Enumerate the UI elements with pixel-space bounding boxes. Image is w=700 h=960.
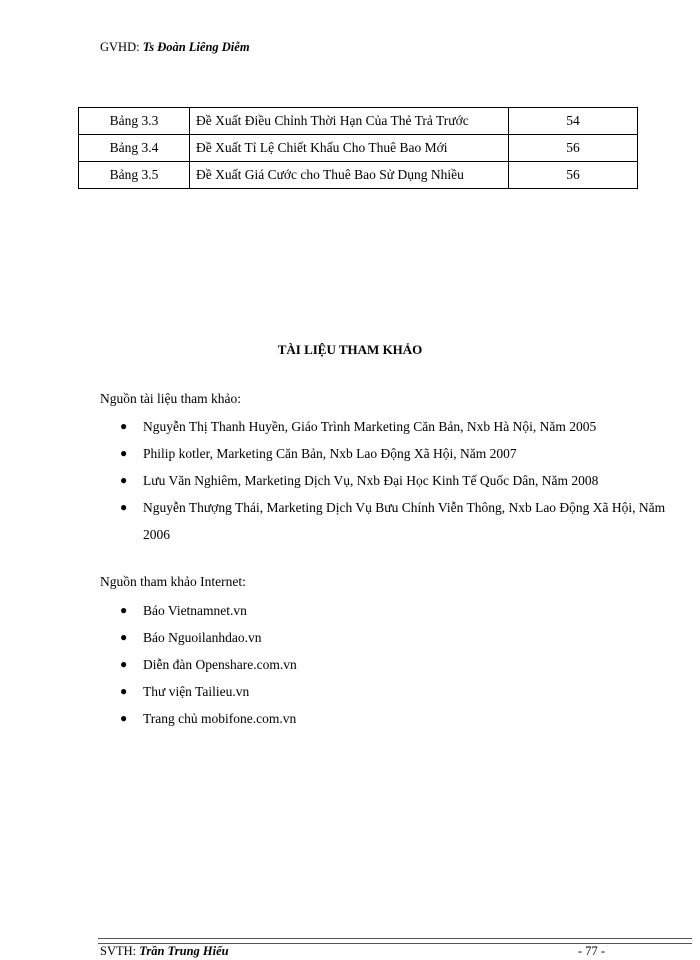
bullet-dot-icon: ● — [120, 657, 128, 671]
bullet-dot-icon: ● — [120, 473, 128, 487]
advisor-name: Ts Đoàn Liêng Diễm — [142, 40, 250, 54]
list-item — [100, 597, 670, 624]
bullet-dot-icon: ● — [120, 630, 128, 644]
list-item-text: Trang chủ mobifone.com.vn — [143, 711, 297, 726]
list-item — [100, 467, 670, 494]
list-item-text: Nguyễn Thượng Thái, Marketing Dịch Vụ Bưu Chính Viễn Thông, Nxb Lao Động Xã Hội, Năm 2006 — [143, 500, 666, 542]
bullet-dot-icon: ● — [120, 419, 128, 433]
list-item-text: Nguyễn Thị Thanh Huyền, Giáo Trình Marketing Căn Bản, Nxb Hà Nội, Năm 2005 — [143, 419, 597, 434]
table-label-cell: Bảng 3.4 — [79, 135, 190, 162]
internet-list — [100, 597, 670, 732]
books-heading: Nguồn tài liệu tham khảo: — [100, 391, 241, 406]
page-footer — [100, 944, 229, 959]
student-label: SVTH: — [100, 944, 140, 958]
table-label-cell: Bảng 3.3 — [79, 108, 190, 135]
internet-heading: Nguồn tham khảo Internet: — [100, 574, 246, 589]
table-page-cell: 56 — [509, 135, 638, 162]
list-item-text: Diễn đàn Openshare.com.vn — [143, 657, 297, 672]
list-item-text: Báo Vietnamnet.vn — [143, 603, 247, 618]
page-number: - 77 - — [578, 944, 606, 958]
list-item — [100, 678, 670, 705]
list-item — [100, 413, 670, 440]
list-item — [100, 651, 670, 678]
student-name: Trần Trung Hiếu — [139, 944, 229, 958]
table-row — [79, 135, 638, 162]
page-header — [100, 40, 250, 55]
table-page-cell: 54 — [509, 108, 638, 135]
bullet-dot-icon: ● — [120, 446, 128, 460]
bullet-dot-icon: ● — [120, 684, 128, 698]
bullet-dot-icon: ● — [120, 500, 128, 514]
list-item — [100, 624, 670, 651]
list-item — [100, 440, 670, 467]
table-list — [78, 107, 638, 189]
table-title-cell: Đề Xuất Điều Chỉnh Thời Hạn Của Thẻ Trả Trước — [190, 108, 509, 135]
list-item — [100, 494, 670, 548]
list-item — [100, 705, 670, 732]
table-title-cell: Đề Xuất Giá Cước cho Thuê Bao Sử Dụng Nhiều — [190, 162, 509, 189]
bullet-dot-icon: ● — [120, 711, 128, 725]
list-item-text: Thư viện Tailieu.vn — [143, 684, 250, 699]
list-item-text: Philip kotler, Marketing Căn Bản, Nxb Lao Động Xã Hội, Năm 2007 — [143, 446, 517, 461]
advisor-label: GVHD: — [100, 40, 143, 54]
table-title-cell: Đề Xuất Tỉ Lệ Chiết Khấu Cho Thuê Bao Mới — [190, 135, 509, 162]
table-row — [79, 162, 638, 189]
books-list — [100, 413, 670, 548]
table-label-cell: Bảng 3.5 — [79, 162, 190, 189]
bullet-dot-icon: ● — [120, 603, 128, 617]
table-page-cell: 56 — [509, 162, 638, 189]
table-row — [79, 108, 638, 135]
list-item-text: Lưu Văn Nghiêm, Marketing Dịch Vụ, Nxb Đại Học Kinh Tế Quốc Dân, Năm 2008 — [143, 473, 599, 488]
references-title: TÀI LIỆU THAM KHẢO — [277, 342, 423, 357]
list-item-text: Báo Nguoilanhdao.vn — [143, 630, 262, 645]
